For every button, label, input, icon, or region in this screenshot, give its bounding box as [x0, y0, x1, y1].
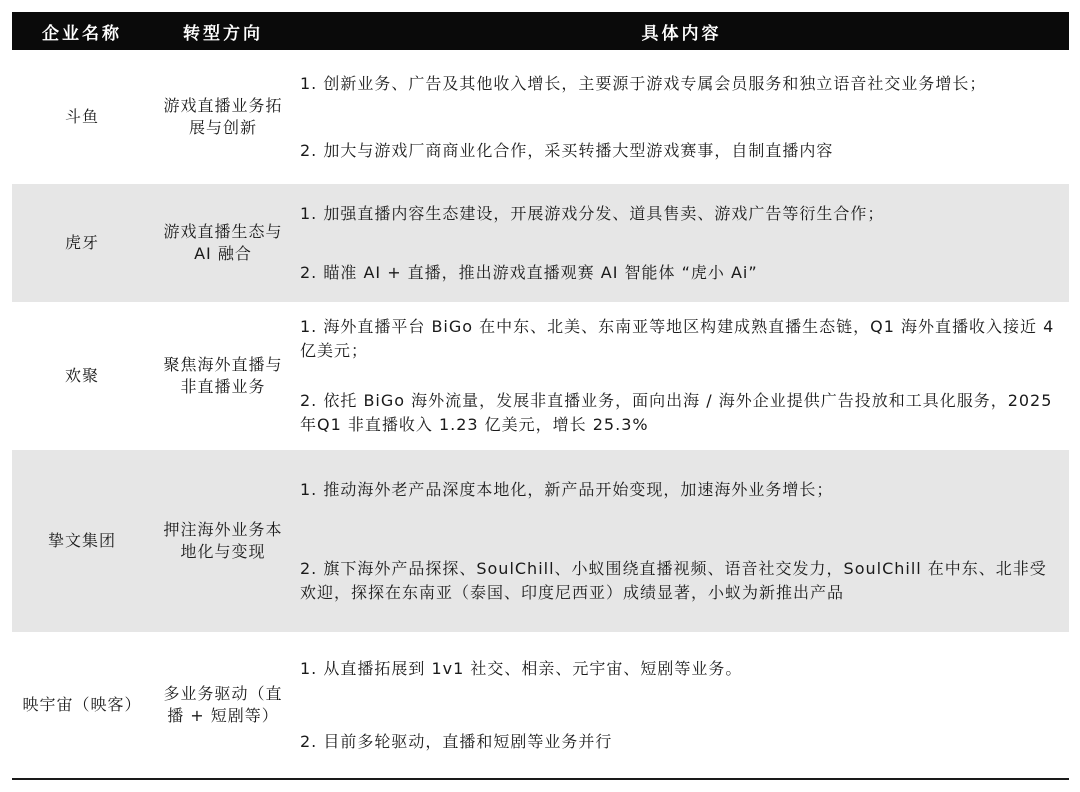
content-item: 1. 海外直播平台 BiGo 在中东、北美、东南亚等地区构建成熟直播生态链，Q1 海外直播收入接近 4 亿美元；	[300, 317, 1055, 360]
company-name: 欢聚	[64, 366, 99, 385]
table-row	[12, 450, 1069, 632]
company-name: 虎牙	[64, 233, 99, 252]
content-item: 2. 目前多轮驱动，直播和短剧等业务并行	[300, 731, 613, 751]
table-row	[12, 50, 1069, 184]
content-item: 2. 依托 BiGo 海外流量，发展非直播业务，面向出海 / 海外企业提供广告投放和工具化服务，2025年Q1 非直播收入 1.23 亿美元，增长 25.3%	[300, 391, 1053, 434]
transformation-direction: 游戏直播生态与 AI 融合	[163, 222, 283, 263]
table-row	[12, 302, 1069, 450]
table-row	[12, 184, 1069, 302]
table-bottom-rule	[12, 778, 1069, 780]
header-company: 企业名称	[42, 23, 122, 44]
table-row	[12, 632, 1069, 778]
transformation-direction: 多业务驱动（直播 + 短剧等）	[163, 684, 283, 725]
company-name: 映宇宙（映客）	[22, 695, 142, 714]
content-item: 2. 旗下海外产品探探、SoulChill、小蚁围绕直播视频、语音社交发力，SoulChill 在中东、北非受欢迎，探探在东南亚（泰国、印度尼西亚）成绩显著，小蚁为新推出产品	[300, 558, 1047, 602]
business-transformation-table	[12, 12, 1069, 778]
transformation-direction: 聚焦海外直播与非直播业务	[163, 355, 283, 396]
content-cell	[294, 450, 1069, 632]
header-content: 具体内容	[641, 23, 722, 44]
table-header	[12, 12, 1069, 50]
transformation-direction: 押注海外业务本地化与变现	[163, 520, 283, 561]
content-item: 2. 瞄准 AI + 直播，推出游戏直播观赛 AI 智能体 “虎小 Ai”	[300, 262, 758, 282]
content-cell	[294, 50, 1069, 184]
content-item: 1. 创新业务、广告及其他收入增长，主要源于游戏专属会员服务和独立语音社交业务增长；	[300, 73, 987, 93]
content-cell	[294, 184, 1069, 302]
content-item: 2. 加大与游戏厂商商业化合作，采买转播大型游戏赛事，自制直播内容	[300, 140, 834, 160]
content-cell	[294, 632, 1069, 778]
transformation-direction: 游戏直播业务拓展与创新	[163, 96, 283, 137]
content-cell	[294, 302, 1069, 450]
content-item: 1. 推动海外老产品深度本地化，新产品开始变现，加速海外业务增长；	[300, 479, 834, 499]
content-item: 1. 加强直播内容生态建设，开展游戏分发、道具售卖、游戏广告等衍生合作；	[300, 203, 885, 223]
company-name: 斗鱼	[64, 107, 99, 126]
company-name: 挚文集团	[47, 531, 116, 550]
header-direction: 转型方向	[183, 23, 263, 44]
content-item: 1. 从直播拓展到 1v1 社交、相亲、元宇宙、短剧等业务。	[300, 658, 743, 678]
